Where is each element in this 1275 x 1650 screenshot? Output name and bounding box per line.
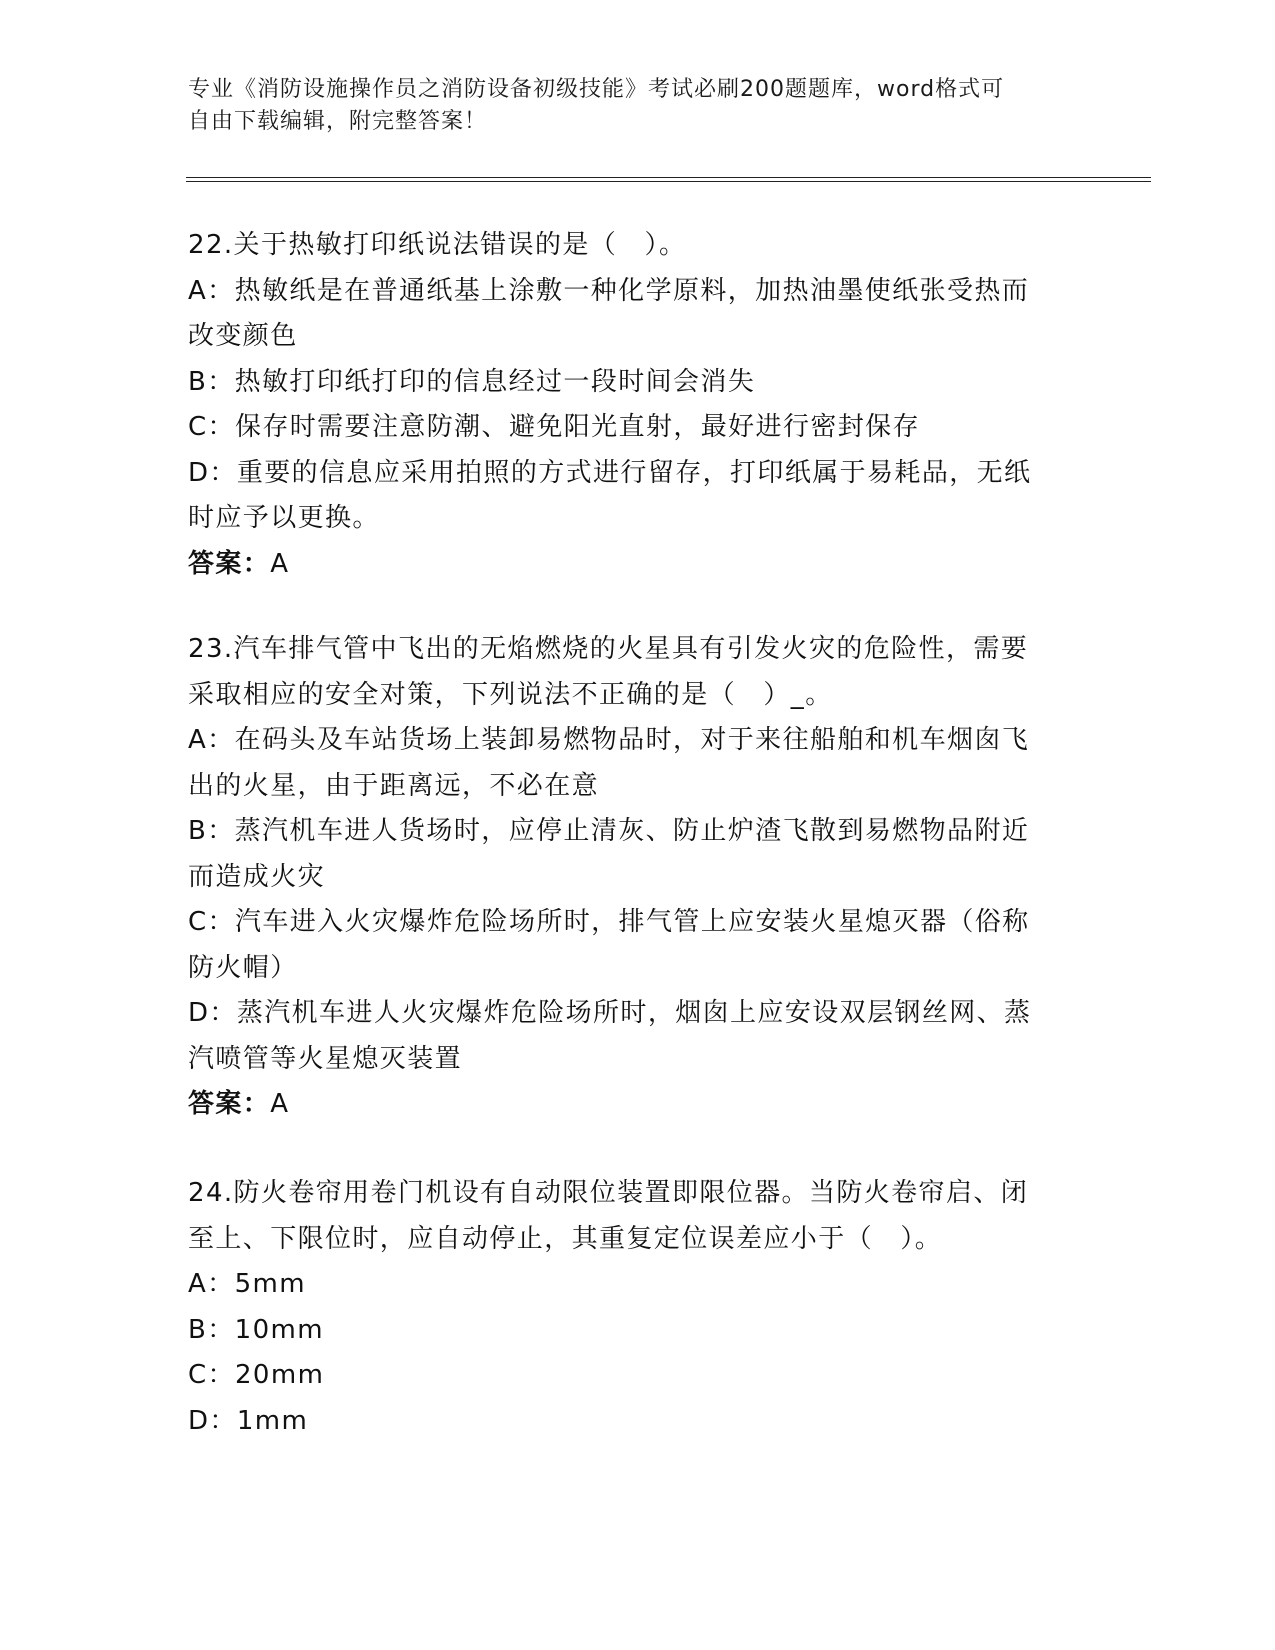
option-a-line-1: A：在码头及车站货场上装卸易燃物品时，对于来往船舶和机车烟囱飞 — [188, 725, 1030, 755]
header-line-2: 自由下载编辑，附完整答案！ — [188, 109, 488, 134]
option-b-line-2: 而造成火灾 — [188, 861, 326, 892]
answer-label: 答案： — [188, 548, 271, 579]
answer-label: 答案： — [188, 1089, 271, 1119]
answer-value: A — [270, 1089, 290, 1119]
option-d: D：1mm — [188, 1405, 309, 1436]
question-22 — [188, 223, 1068, 587]
option-c: C：20mm — [188, 1360, 325, 1390]
question-stem-line-2: 至上、下限位时，应自动停止，其重复定位误差应小于（ ）。 — [188, 1223, 943, 1254]
header-rule-bottom — [186, 181, 1151, 182]
option-a-line-2: 改变颜色 — [188, 321, 298, 351]
option-d-line-2: 汽喷管等火星熄灭装置 — [188, 1043, 463, 1074]
header-line-1: 专业《消防设施操作员之消防设备初级技能》考试必刷200题题库，word格式可 — [188, 77, 1005, 102]
option-a-line-2: 出的火星，由于距离远，不必在意 — [188, 770, 600, 801]
option-c: C：保存时需要注意防潮、避免阳光直射，最好进行密封保存 — [188, 412, 920, 442]
question-stem-line-1: 23.汽车排气管中飞出的无焰燃烧的火星具有引发火灾的危险性，需要 — [188, 634, 1029, 664]
option-d-line-1: D：重要的信息应采用拍照的方式进行留存，打印纸属于易耗品，无纸 — [188, 457, 1032, 488]
question-23 — [188, 627, 1068, 1128]
answer-line — [188, 1082, 1068, 1128]
option-c-line-1: C：汽车进入火灾爆炸危险场所时，排气管上应安装火星熄灭器（俗称 — [188, 907, 1030, 937]
answer-line — [188, 542, 1068, 588]
document-header — [188, 74, 1068, 138]
option-a-line-1: A：热敏纸是在普通纸基上涂敷一种化学原料，加热油墨使纸张受热而 — [188, 275, 1030, 306]
question-stem-line-2: 采取相应的安全对策，下列说法不正确的是（ ）_。 — [188, 679, 833, 710]
option-b: B：热敏打印纸打印的信息经过一段时间会消失 — [188, 366, 756, 397]
header-rule-top — [186, 177, 1151, 178]
option-c-line-2: 防火帽） — [188, 952, 298, 983]
option-b-line-1: B：蒸汽机车进人货场时，应停止清灰、防止炉渣飞散到易燃物品附近 — [188, 816, 1030, 846]
question-stem-line-1: 24.防火卷帘用卷门机设有自动限位装置即限位器。当防火卷帘启、闭 — [188, 1178, 1029, 1208]
option-b: B：10mm — [188, 1314, 324, 1345]
option-d-line-2: 时应予以更换。 — [188, 503, 380, 533]
option-d-line-1: D：蒸汽机车进人火灾爆炸危险场所时，烟囱上应安设双层钢丝网、蒸 — [188, 998, 1032, 1028]
answer-value: A — [270, 548, 290, 579]
option-a: A：5mm — [188, 1269, 306, 1299]
question-stem-line: 22.关于热敏打印纸说法错误的是（ ）。 — [188, 230, 687, 260]
question-24 — [188, 1171, 1068, 1444]
